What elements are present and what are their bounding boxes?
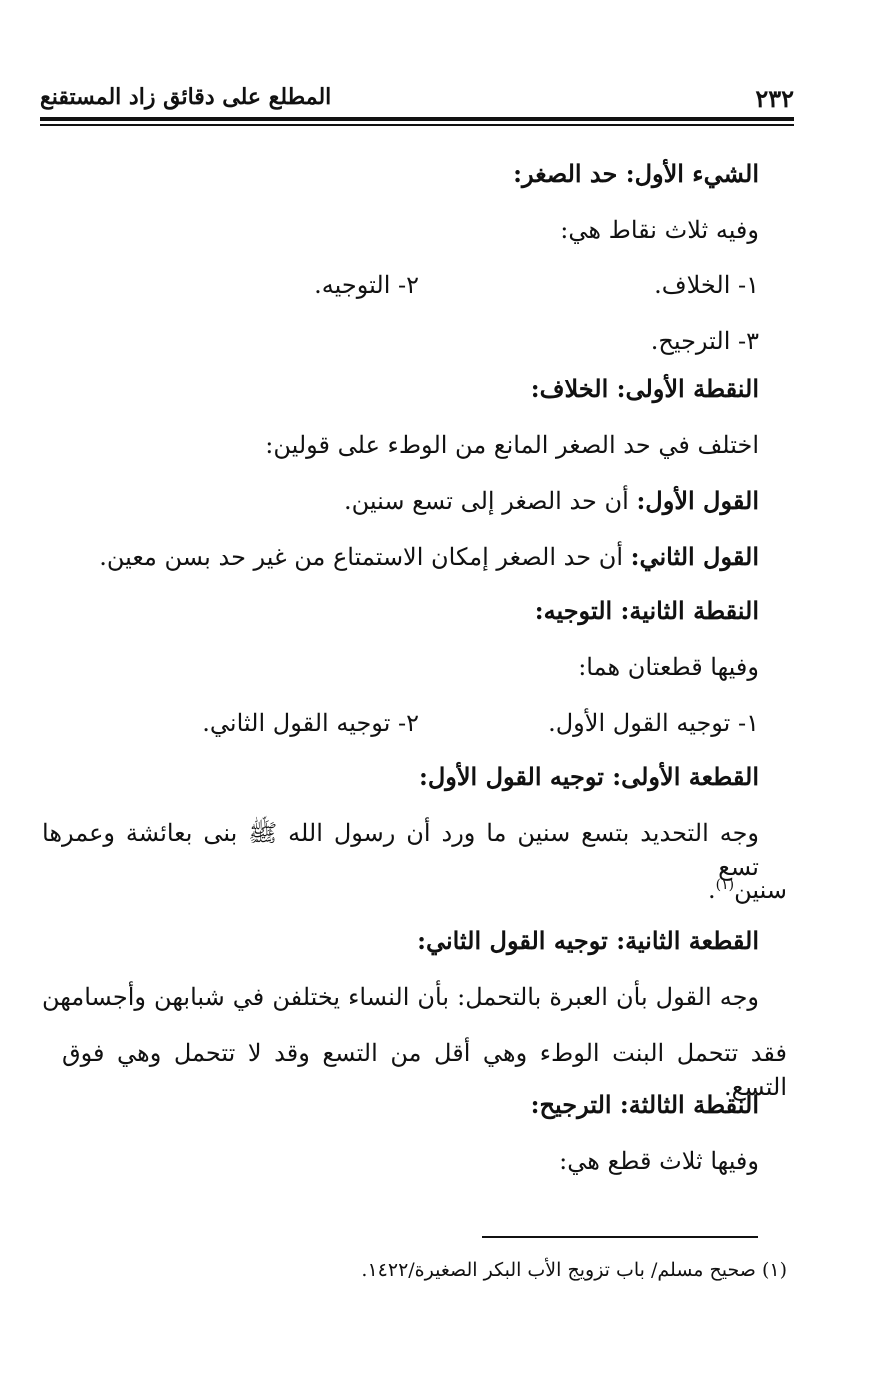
running-title: المطلع على دقائق زاد المستقنع (40, 84, 332, 110)
list-item: ٢- توجيه القول الثاني. (202, 709, 419, 737)
statement-label: القول الثاني: (630, 542, 759, 571)
subsection-heading: النقطة الثالثة: الترجيح: (530, 1090, 759, 1119)
page-header (40, 78, 794, 118)
list-item: ٣- الترجيح. (650, 327, 759, 355)
footnote: (١) صحيح مسلم/ باب تزويج الأب البكر الصغيرة/١٤٢٢. (361, 1259, 787, 1281)
paragraph-line: وفيها ثلاث قطع هي: (559, 1147, 759, 1175)
list-item: ١- توجيه القول الأول. (548, 709, 759, 737)
header-rule-thick (40, 117, 794, 121)
paragraph-line: وفيه ثلاث نقاط هي: (560, 216, 759, 244)
statement-text: أن حد الصغر إلى تسع سنين. (343, 487, 637, 515)
statement-label: القول الأول: (636, 486, 759, 515)
subsection-heading: النقطة الأولى: الخلاف: (530, 374, 759, 403)
footnote-separator (482, 1236, 758, 1238)
paragraph-line: وفيها قطعتان هما: (578, 653, 759, 681)
subsection-heading: النقطة الثانية: التوجيه: (534, 596, 759, 625)
paragraph-line (708, 868, 787, 902)
paragraph-line (99, 540, 759, 574)
subsection-heading: القطعة الثانية: توجيه القول الثاني: (417, 926, 759, 955)
paragraph-line: اختلف في حد الصغر المانع من الوطء على قولين: (265, 431, 759, 459)
header-rule-thin (40, 124, 794, 126)
footnote-reference: (١) (715, 877, 735, 893)
paragraph-text: . (708, 876, 716, 904)
section-heading: الشيء الأول: حد الصغر: (513, 159, 759, 188)
paragraph-text: سنين (734, 876, 787, 904)
paragraph-line: فقد تتحمل البنت الوطء وهي أقل من التسع وقد لا تتحمل وهي فوق التسع. (62, 1039, 787, 1101)
paragraph-line (344, 484, 759, 518)
page-number: ٢٣٢ (755, 84, 794, 113)
paragraph-line: وجه التحديد بتسع سنين ما ورد أن رسول الله ﷺ بنى بعائشة وعمرها تسع (42, 819, 759, 881)
paragraph-line: وجه القول بأن العبرة بالتحمل: بأن النساء يختلفن في شبابهن وأجسامهن (42, 983, 759, 1011)
list-item: ٢- التوجيه. (314, 271, 419, 299)
subsection-heading: القطعة الأولى: توجيه القول الأول: (418, 762, 759, 791)
statement-text: أن حد الصغر إمكان الاستمتاع من غير حد بسن معين. (99, 543, 631, 571)
list-item: ١- الخلاف. (654, 271, 759, 299)
